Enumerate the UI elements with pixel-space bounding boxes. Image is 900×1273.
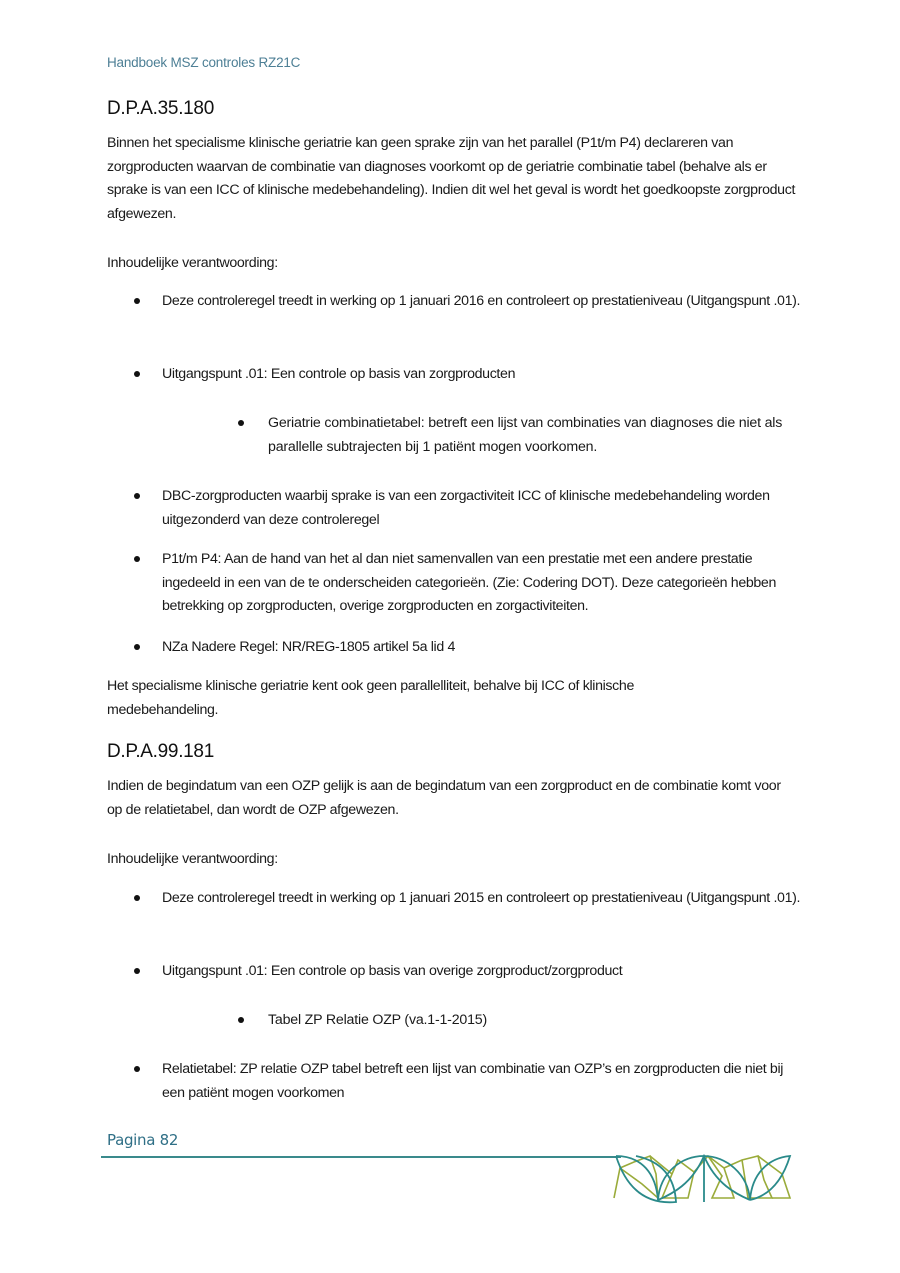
bullet-icon: [238, 1017, 244, 1023]
bullet-icon: [134, 968, 140, 974]
section1-bullet-3: DBC-zorgproducten waarbij sprake is van een zorgactiviteit ICC of klinische medebehandeling worden uitgezonderd van deze controleregel: [162, 488, 770, 528]
section2-sub-bullet-1: Tabel ZP Relatie OZP (va.1-1-2015): [268, 1012, 487, 1028]
page-number: Pagina 82: [107, 1131, 179, 1149]
section1-paragraph: Binnen het specialisme klinische geriatrie kan geen sprake zijn van het parallel (P1t/m P4) declareren van zorgproducten waarvan de combinatie van diagnoses voorkomt op de geriatrie combinatie tabel (behalve als er sprake is van een ICC of klinische medebehandeling). Indien dit wel het geval is wordt het goedkoopste zorgproduct afgewezen.: [107, 135, 796, 222]
bullet-icon: [134, 1066, 140, 1072]
bullet-icon: [134, 644, 140, 650]
section2-bullet-1: Deze controleregel treedt in werking op 1 januari 2015 en controleert op prestatieniveau (Uitgangspunt .01).: [162, 890, 801, 906]
section2-paragraph: Indien de begindatum van een OZP gelijk is aan de begindatum van een zorgproduct en de combinatie komt voor op de relatietabel, dan wordt de OZP afgewezen.: [107, 778, 781, 818]
bullet-icon: [134, 493, 140, 499]
section1-bullet-5: NZa Nadere Regel: NR/REG-1805 artikel 5a lid 4: [162, 639, 456, 655]
bullet-icon: [134, 298, 140, 304]
section-heading-dpa-99-181: D.P.A.99.181: [107, 741, 214, 762]
section-heading-dpa-35-180: D.P.A.35.180: [107, 98, 214, 119]
section1-sub-bullet-1: Geriatrie combinatietabel: betreft een lijst van combinaties van diagnoses die niet als parallelle subtrajecten bij 1 patiënt mogen voorkomen.: [268, 415, 783, 455]
bullet-icon: [134, 371, 140, 377]
section1-label: Inhoudelijke verantwoording:: [107, 255, 278, 271]
bullet-icon: [134, 895, 140, 901]
section1-closing: Het specialisme klinische geriatrie kent ook geen parallelliteit, behalve bij ICC of klinische medebehandeling.: [107, 678, 634, 718]
section2-bullet-2: Uitgangspunt .01: Een controle op basis van overige zorgproduct/zorgproduct: [162, 963, 623, 979]
decorative-arcs-logo-icon: [612, 1154, 792, 1204]
section2-label: Inhoudelijke verantwoording:: [107, 851, 278, 867]
bullet-icon: [134, 556, 140, 562]
section1-bullet-2: Uitgangspunt .01: Een controle op basis van zorgproducten: [162, 366, 516, 382]
section1-bullet-1: Deze controleregel treedt in werking op 1 januari 2016 en controleert op prestatieniveau (Uitgangspunt .01).: [162, 293, 801, 309]
section1-bullet-4: P1t/m P4: Aan de hand van het al dan niet samenvallen van een prestatie met een andere prestatie ingedeeld in een van de te onderscheiden categorieën. (Zie: Codering DOT). Deze categorieën hebben betrekking op zorgproducten, overige zorgproducten en zorgactiviteiten.: [162, 551, 777, 614]
bullet-icon: [238, 420, 244, 426]
footer-divider: [101, 1156, 621, 1158]
running-header: Handboek MSZ controles RZ21C: [107, 55, 301, 70]
section2-bullet-3: Relatietabel: ZP relatie OZP tabel betreft een lijst van combinatie van OZP’s en zorgproducten die niet bij een patiënt mogen voorkomen: [162, 1061, 784, 1101]
